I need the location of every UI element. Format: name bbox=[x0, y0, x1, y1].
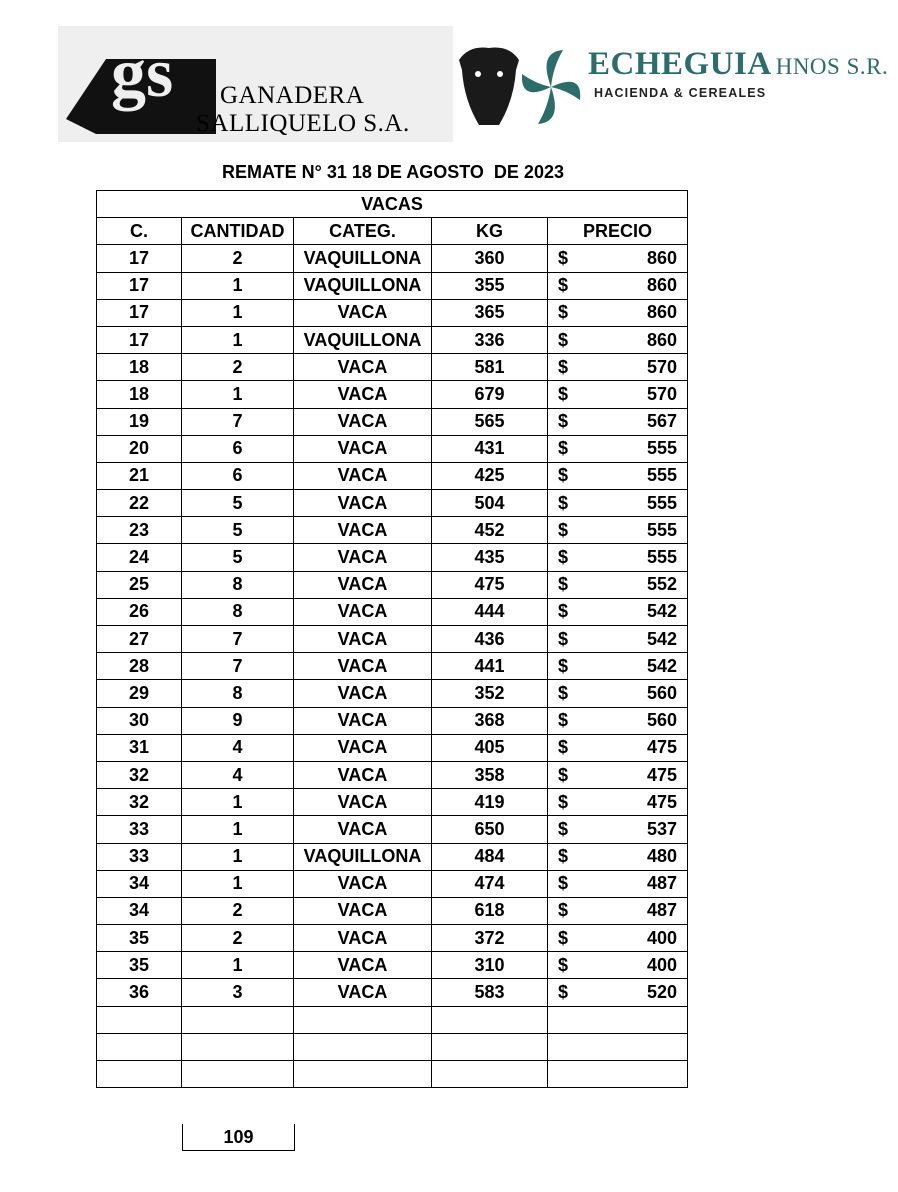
currency-symbol: $ bbox=[558, 682, 569, 703]
price-value: 552 bbox=[646, 574, 677, 595]
price-value: 555 bbox=[646, 492, 677, 513]
cell-categ: VACA bbox=[294, 707, 432, 734]
cell-precio bbox=[548, 245, 688, 272]
currency-symbol: $ bbox=[558, 383, 569, 404]
cell-c: 33 bbox=[97, 816, 182, 843]
currency-symbol: $ bbox=[558, 275, 569, 296]
empty-cell bbox=[97, 1006, 182, 1033]
table-row bbox=[97, 408, 688, 435]
cell-categ: VACA bbox=[294, 653, 432, 680]
price-value: 400 bbox=[646, 927, 677, 948]
cell-precio bbox=[548, 381, 688, 408]
table-row bbox=[97, 354, 688, 381]
cell-c: 19 bbox=[97, 408, 182, 435]
price-value: 542 bbox=[646, 601, 677, 622]
brand-subtitle: HACIENDA & CEREALES bbox=[594, 86, 767, 100]
cell-c: 24 bbox=[97, 544, 182, 571]
currency-symbol: $ bbox=[558, 873, 569, 894]
table-row bbox=[97, 680, 688, 707]
currency-symbol: $ bbox=[558, 628, 569, 649]
cell-c: 29 bbox=[97, 680, 182, 707]
currency-symbol: $ bbox=[558, 438, 569, 459]
cell-cantidad: 1 bbox=[182, 870, 294, 897]
cell-precio bbox=[548, 979, 688, 1006]
cell-precio bbox=[548, 952, 688, 979]
cell-precio bbox=[548, 707, 688, 734]
cell-kg: 310 bbox=[432, 952, 548, 979]
cell-precio bbox=[548, 435, 688, 462]
table-row bbox=[97, 789, 688, 816]
cell-categ: VACA bbox=[294, 598, 432, 625]
table-row bbox=[97, 598, 688, 625]
cell-precio bbox=[548, 544, 688, 571]
price-value: 542 bbox=[646, 628, 677, 649]
cell-c: 30 bbox=[97, 707, 182, 734]
brand-name-suffix: HNOS S.R. bbox=[775, 54, 889, 79]
table-row bbox=[97, 707, 688, 734]
cell-c: 22 bbox=[97, 490, 182, 517]
table-row bbox=[97, 979, 688, 1006]
cell-kg: 435 bbox=[432, 544, 548, 571]
column-header-c: C. bbox=[97, 218, 182, 245]
cell-cantidad: 5 bbox=[182, 490, 294, 517]
cell-precio bbox=[548, 354, 688, 381]
cell-precio bbox=[548, 598, 688, 625]
column-header-cantidad: CANTIDAD bbox=[182, 218, 294, 245]
cell-kg: 452 bbox=[432, 517, 548, 544]
cell-cantidad: 1 bbox=[182, 381, 294, 408]
price-value: 480 bbox=[646, 846, 677, 867]
cell-categ: VACA bbox=[294, 925, 432, 952]
empty-cell bbox=[432, 1006, 548, 1033]
cell-cantidad: 6 bbox=[182, 462, 294, 489]
empty-cell bbox=[294, 1061, 432, 1088]
cell-cantidad: 1 bbox=[182, 843, 294, 870]
cell-c: 27 bbox=[97, 626, 182, 653]
cell-precio bbox=[548, 761, 688, 788]
cell-cantidad: 1 bbox=[182, 299, 294, 326]
price-value: 555 bbox=[646, 465, 677, 486]
price-value: 555 bbox=[646, 519, 677, 540]
cell-cantidad: 7 bbox=[182, 626, 294, 653]
cell-precio bbox=[548, 462, 688, 489]
cell-c: 21 bbox=[97, 462, 182, 489]
currency-symbol: $ bbox=[558, 574, 569, 595]
price-value: 560 bbox=[646, 682, 677, 703]
price-value: 475 bbox=[646, 737, 677, 758]
column-header-categ: CATEG. bbox=[294, 218, 432, 245]
currency-symbol: $ bbox=[558, 900, 569, 921]
empty-cell bbox=[182, 1006, 294, 1033]
cell-kg: 372 bbox=[432, 925, 548, 952]
gs-monogram-icon bbox=[66, 34, 216, 134]
empty-cell bbox=[294, 1033, 432, 1060]
table-row bbox=[97, 571, 688, 598]
price-value: 475 bbox=[646, 764, 677, 785]
cell-kg: 565 bbox=[432, 408, 548, 435]
cell-kg: 650 bbox=[432, 816, 548, 843]
currency-symbol: $ bbox=[558, 954, 569, 975]
cell-cantidad: 8 bbox=[182, 571, 294, 598]
cell-cantidad: 1 bbox=[182, 272, 294, 299]
cell-categ: VACA bbox=[294, 734, 432, 761]
cell-categ: VACA bbox=[294, 462, 432, 489]
cell-precio bbox=[548, 326, 688, 353]
cell-kg: 368 bbox=[432, 707, 548, 734]
empty-cell bbox=[182, 1033, 294, 1060]
cell-precio bbox=[548, 734, 688, 761]
logo-line-1: GANADERA bbox=[220, 82, 365, 109]
cell-cantidad: 2 bbox=[182, 354, 294, 381]
empty-cell bbox=[97, 1033, 182, 1060]
cell-precio bbox=[548, 571, 688, 598]
cell-kg: 352 bbox=[432, 680, 548, 707]
table-row bbox=[97, 381, 688, 408]
currency-symbol: $ bbox=[558, 247, 569, 268]
table-row bbox=[97, 517, 688, 544]
currency-symbol: $ bbox=[558, 737, 569, 758]
cell-categ: VACA bbox=[294, 789, 432, 816]
cell-kg: 405 bbox=[432, 734, 548, 761]
currency-symbol: $ bbox=[558, 302, 569, 323]
echeguia-logo bbox=[454, 38, 898, 133]
cell-kg: 444 bbox=[432, 598, 548, 625]
table-row bbox=[97, 952, 688, 979]
cell-c: 20 bbox=[97, 435, 182, 462]
currency-symbol: $ bbox=[558, 818, 569, 839]
table-row bbox=[97, 544, 688, 571]
cell-c: 35 bbox=[97, 952, 182, 979]
empty-cell bbox=[182, 1061, 294, 1088]
cell-c: 32 bbox=[97, 789, 182, 816]
cell-precio bbox=[548, 843, 688, 870]
cell-c: 28 bbox=[97, 653, 182, 680]
table-row bbox=[97, 326, 688, 353]
price-value: 860 bbox=[646, 329, 677, 350]
cell-cantidad: 8 bbox=[182, 680, 294, 707]
empty-cell bbox=[97, 1061, 182, 1088]
table-row bbox=[97, 816, 688, 843]
cell-kg: 441 bbox=[432, 653, 548, 680]
cell-precio bbox=[548, 925, 688, 952]
price-value: 400 bbox=[646, 954, 677, 975]
cell-cantidad: 7 bbox=[182, 408, 294, 435]
cell-categ: VACA bbox=[294, 517, 432, 544]
currency-symbol: $ bbox=[558, 791, 569, 812]
cell-categ: VACA bbox=[294, 408, 432, 435]
cell-cantidad: 2 bbox=[182, 245, 294, 272]
price-value: 860 bbox=[646, 275, 677, 296]
table-row bbox=[97, 925, 688, 952]
cell-precio bbox=[548, 897, 688, 924]
cell-cantidad: 3 bbox=[182, 979, 294, 1006]
total-cantidad: 109 bbox=[182, 1124, 295, 1151]
price-value: 570 bbox=[646, 356, 677, 377]
table-row bbox=[97, 272, 688, 299]
empty-cell bbox=[432, 1033, 548, 1060]
empty-cell bbox=[432, 1061, 548, 1088]
bull-head-icon bbox=[454, 40, 524, 130]
cell-cantidad: 1 bbox=[182, 952, 294, 979]
table-row bbox=[97, 462, 688, 489]
cell-c: 34 bbox=[97, 870, 182, 897]
price-value: 537 bbox=[646, 818, 677, 839]
table-row bbox=[97, 870, 688, 897]
cell-kg: 484 bbox=[432, 843, 548, 870]
cell-kg: 679 bbox=[432, 381, 548, 408]
cell-precio bbox=[548, 870, 688, 897]
cell-precio bbox=[548, 816, 688, 843]
cell-categ: VAQUILLONA bbox=[294, 326, 432, 353]
cell-cantidad: 2 bbox=[182, 925, 294, 952]
column-header-kg: KG bbox=[432, 218, 548, 245]
cell-cantidad: 8 bbox=[182, 598, 294, 625]
table-row bbox=[97, 897, 688, 924]
cell-categ: VACA bbox=[294, 381, 432, 408]
cell-categ: VACA bbox=[294, 897, 432, 924]
cell-precio bbox=[548, 490, 688, 517]
cell-kg: 365 bbox=[432, 299, 548, 326]
cell-cantidad: 7 bbox=[182, 653, 294, 680]
currency-symbol: $ bbox=[558, 655, 569, 676]
cell-cantidad: 4 bbox=[182, 761, 294, 788]
cell-c: 17 bbox=[97, 245, 182, 272]
cell-categ: VACA bbox=[294, 544, 432, 571]
cell-precio bbox=[548, 299, 688, 326]
table-row bbox=[97, 626, 688, 653]
cell-c: 18 bbox=[97, 354, 182, 381]
cell-precio bbox=[548, 517, 688, 544]
svg-text:gs: gs bbox=[111, 35, 174, 112]
cell-cantidad: 1 bbox=[182, 326, 294, 353]
cell-kg: 581 bbox=[432, 354, 548, 381]
cell-categ: VACA bbox=[294, 490, 432, 517]
cell-kg: 475 bbox=[432, 571, 548, 598]
cell-cantidad: 5 bbox=[182, 544, 294, 571]
cell-c: 34 bbox=[97, 897, 182, 924]
empty-cell bbox=[294, 1006, 432, 1033]
cell-categ: VAQUILLONA bbox=[294, 272, 432, 299]
cell-precio bbox=[548, 653, 688, 680]
cell-kg: 431 bbox=[432, 435, 548, 462]
price-value: 570 bbox=[646, 383, 677, 404]
currency-symbol: $ bbox=[558, 764, 569, 785]
empty-cell bbox=[548, 1033, 688, 1060]
table-row bbox=[97, 490, 688, 517]
table-row bbox=[97, 843, 688, 870]
cell-kg: 504 bbox=[432, 490, 548, 517]
auction-table-container bbox=[96, 190, 688, 1088]
cell-categ: VAQUILLONA bbox=[294, 245, 432, 272]
table-row bbox=[97, 734, 688, 761]
empty-cell bbox=[548, 1061, 688, 1088]
empty-row bbox=[97, 1061, 688, 1088]
empty-cell bbox=[548, 1006, 688, 1033]
currency-symbol: $ bbox=[558, 519, 569, 540]
cell-c: 31 bbox=[97, 734, 182, 761]
cell-cantidad: 1 bbox=[182, 789, 294, 816]
table-row bbox=[97, 653, 688, 680]
currency-symbol: $ bbox=[558, 846, 569, 867]
swirl-emblem-icon bbox=[518, 42, 584, 132]
cell-cantidad: 4 bbox=[182, 734, 294, 761]
cell-kg: 474 bbox=[432, 870, 548, 897]
currency-symbol: $ bbox=[558, 492, 569, 513]
cell-c: 25 bbox=[97, 571, 182, 598]
cell-c: 23 bbox=[97, 517, 182, 544]
cell-precio bbox=[548, 680, 688, 707]
cell-c: 36 bbox=[97, 979, 182, 1006]
price-value: 555 bbox=[646, 547, 677, 568]
table-row bbox=[97, 245, 688, 272]
cell-categ: VACA bbox=[294, 816, 432, 843]
cell-c: 35 bbox=[97, 925, 182, 952]
currency-symbol: $ bbox=[558, 710, 569, 731]
document-title: REMATE N° 31 18 DE AGOSTO DE 2023 bbox=[222, 162, 564, 182]
ganadera-salliquelo-logo bbox=[58, 26, 453, 142]
cell-c: 17 bbox=[97, 326, 182, 353]
cell-cantidad: 5 bbox=[182, 517, 294, 544]
total-container bbox=[182, 1124, 295, 1151]
logo-line-2: SALLIQUELO S.A. bbox=[196, 110, 410, 137]
cell-kg: 583 bbox=[432, 979, 548, 1006]
table-row bbox=[97, 761, 688, 788]
cell-kg: 360 bbox=[432, 245, 548, 272]
cell-c: 17 bbox=[97, 299, 182, 326]
currency-symbol: $ bbox=[558, 601, 569, 622]
price-value: 560 bbox=[646, 710, 677, 731]
cell-c: 32 bbox=[97, 761, 182, 788]
cell-categ: VACA bbox=[294, 435, 432, 462]
cell-categ: VACA bbox=[294, 761, 432, 788]
cell-categ: VACA bbox=[294, 571, 432, 598]
cell-precio bbox=[548, 272, 688, 299]
currency-symbol: $ bbox=[558, 982, 569, 1003]
price-value: 860 bbox=[646, 247, 677, 268]
table-row bbox=[97, 299, 688, 326]
empty-row bbox=[97, 1006, 688, 1033]
cell-kg: 358 bbox=[432, 761, 548, 788]
cell-cantidad: 2 bbox=[182, 897, 294, 924]
price-value: 860 bbox=[646, 302, 677, 323]
cell-kg: 425 bbox=[432, 462, 548, 489]
cell-cantidad: 1 bbox=[182, 816, 294, 843]
currency-symbol: $ bbox=[558, 356, 569, 377]
price-value: 567 bbox=[646, 411, 677, 432]
cell-precio bbox=[548, 408, 688, 435]
empty-row bbox=[97, 1033, 688, 1060]
cell-cantidad: 9 bbox=[182, 707, 294, 734]
price-value: 520 bbox=[646, 982, 677, 1003]
section-header: VACAS bbox=[97, 191, 688, 218]
cell-categ: VACA bbox=[294, 870, 432, 897]
cell-categ: VAQUILLONA bbox=[294, 843, 432, 870]
brand-name bbox=[588, 46, 888, 83]
currency-symbol: $ bbox=[558, 329, 569, 350]
cell-kg: 336 bbox=[432, 326, 548, 353]
cell-categ: VACA bbox=[294, 979, 432, 1006]
table-row bbox=[97, 435, 688, 462]
cell-kg: 436 bbox=[432, 626, 548, 653]
cell-categ: VACA bbox=[294, 952, 432, 979]
price-value: 475 bbox=[646, 791, 677, 812]
column-header-precio: PRECIO bbox=[548, 218, 688, 245]
cell-kg: 355 bbox=[432, 272, 548, 299]
price-value: 487 bbox=[646, 900, 677, 921]
cell-categ: VACA bbox=[294, 680, 432, 707]
brand-name-main: ECHEGUIA bbox=[588, 46, 772, 82]
currency-symbol: $ bbox=[558, 927, 569, 948]
cell-c: 18 bbox=[97, 381, 182, 408]
cell-c: 26 bbox=[97, 598, 182, 625]
currency-symbol: $ bbox=[558, 411, 569, 432]
price-value: 542 bbox=[646, 655, 677, 676]
cell-c: 17 bbox=[97, 272, 182, 299]
price-value: 555 bbox=[646, 438, 677, 459]
cell-categ: VACA bbox=[294, 626, 432, 653]
cell-cantidad: 6 bbox=[182, 435, 294, 462]
cell-categ: VACA bbox=[294, 299, 432, 326]
currency-symbol: $ bbox=[558, 465, 569, 486]
cell-c: 33 bbox=[97, 843, 182, 870]
cell-kg: 618 bbox=[432, 897, 548, 924]
cell-precio bbox=[548, 626, 688, 653]
price-value: 487 bbox=[646, 873, 677, 894]
auction-table bbox=[96, 190, 688, 1088]
cell-precio bbox=[548, 789, 688, 816]
cell-kg: 419 bbox=[432, 789, 548, 816]
currency-symbol: $ bbox=[558, 547, 569, 568]
cell-categ: VACA bbox=[294, 354, 432, 381]
